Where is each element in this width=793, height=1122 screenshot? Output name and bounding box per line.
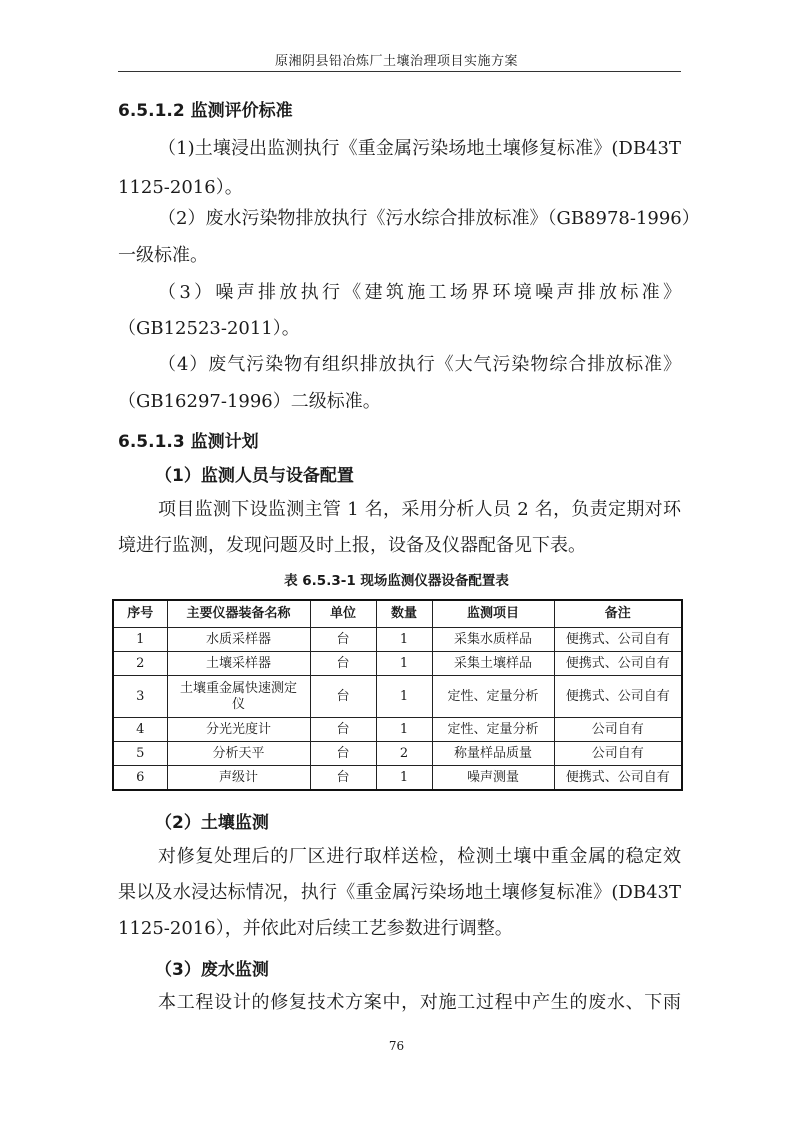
- table-cell: 定性、定量分析: [432, 676, 554, 718]
- table-cell: 声级计: [167, 766, 310, 791]
- equipment-table: [112, 599, 683, 791]
- table-row: [113, 718, 682, 742]
- wastewater-paragraph-line1: 本工程设计的修复技术方案中，对施工过程中产生的废水、下雨: [158, 992, 681, 1013]
- page-number: 76: [388, 1039, 405, 1053]
- table-cell: 称量样品质量: [432, 742, 554, 766]
- soil-paragraph-line2: 果以及水浸达标情况，执行《重金属污染场地土壤修复标准》(DB43T: [118, 882, 681, 903]
- table-cell: 1: [376, 676, 432, 718]
- table-cell: 4: [113, 718, 167, 742]
- table-header-row: [113, 600, 682, 628]
- table-cell: 公司自有: [554, 742, 682, 766]
- standard-item-2-line1: （2）废水污染物排放执行《污水综合排放标准》（GB8978-1996）: [158, 208, 700, 229]
- table-cell: 采集水质样品: [432, 628, 554, 652]
- table-cell: 1: [376, 766, 432, 791]
- table-cell: 采集土壤样品: [432, 652, 554, 676]
- table-cell: 便携式、公司自有: [554, 652, 682, 676]
- table-cell: 5: [113, 742, 167, 766]
- column-header: 备注: [554, 600, 682, 628]
- table-cell: 1: [113, 628, 167, 652]
- standard-item-3-line2: （GB12523-2011）。: [118, 318, 300, 339]
- table-cell: 土壤采样器: [167, 652, 310, 676]
- table-cell: 台: [310, 766, 376, 791]
- table-row: [113, 742, 682, 766]
- table-row: [113, 766, 682, 791]
- table-cell: 定性、定量分析: [432, 718, 554, 742]
- table-cell: 水质采样器: [167, 628, 310, 652]
- subheading-soil-monitoring: （2）土壤监测: [155, 813, 269, 833]
- table-cell: 分光光度计: [167, 718, 310, 742]
- table-cell: 台: [310, 628, 376, 652]
- table-cell: 6: [113, 766, 167, 791]
- table-cell: 土壤重金属快速测定仪: [167, 676, 310, 718]
- table-cell: 1: [376, 718, 432, 742]
- column-header: 监测项目: [432, 600, 554, 628]
- soil-paragraph-line1: 对修复处理后的厂区进行取样送检，检测土壤中重金属的稳定效: [158, 846, 681, 867]
- standard-item-1-line1: （1)土壤浸出监测执行《重金属污染场地土壤修复标准》(DB43T: [158, 138, 681, 159]
- soil-paragraph-line3: 1125-2016），并依此对后续工艺参数进行调整。: [118, 918, 513, 939]
- table-cell: 公司自有: [554, 718, 682, 742]
- table-cell: 台: [310, 742, 376, 766]
- standard-item-4-line1: （4）废气污染物有组织排放执行《大气污染物综合排放标准》: [158, 354, 681, 375]
- table-cell: 便携式、公司自有: [554, 766, 682, 791]
- table-cell: 1: [376, 628, 432, 652]
- staff-paragraph-line1: 项目监测下设监测主管 1 名，采用分析人员 2 名，负责定期对环: [158, 499, 681, 520]
- table-cell: 2: [376, 742, 432, 766]
- staff-paragraph-line2: 境进行监测，发现问题及时上报，设备及仪器配备见下表。: [118, 535, 586, 556]
- column-header: 序号: [113, 600, 167, 628]
- column-header: 主要仪器装备名称: [167, 600, 310, 628]
- standard-item-3-line1: （3）噪声排放执行《建筑施工场界环境噪声排放标准》: [158, 282, 681, 303]
- table-cell: 台: [310, 676, 376, 718]
- table-cell: 噪声测量: [432, 766, 554, 791]
- standard-item-4-line2: （GB16297-1996）二级标准。: [118, 391, 381, 412]
- section-heading-monitoring-plan: 6.5.1.3 监测计划: [118, 432, 259, 452]
- table-row: [113, 676, 682, 718]
- table-row: [113, 628, 682, 652]
- table-cell: 2: [113, 652, 167, 676]
- column-header: 数量: [376, 600, 432, 628]
- page-header-title: 原湘阴县铅冶炼厂土壤治理项目实施方案: [274, 54, 518, 69]
- table-cell: 1: [376, 652, 432, 676]
- table-cell: 3: [113, 676, 167, 718]
- column-header: 单位: [310, 600, 376, 628]
- table-cell: 便携式、公司自有: [554, 676, 682, 718]
- table-cell: 分析天平: [167, 742, 310, 766]
- table-cell: 台: [310, 718, 376, 742]
- table-cell: 台: [310, 652, 376, 676]
- table-row: [113, 652, 682, 676]
- table-caption: 表 6.5.3-1 现场监测仪器设备配置表: [284, 573, 509, 589]
- section-heading-eval-standard: 6.5.1.2 监测评价标准: [118, 101, 293, 121]
- standard-item-1-line2: 1125-2016）。: [118, 177, 243, 198]
- subheading-wastewater-monitoring: （3）废水监测: [155, 960, 269, 980]
- subheading-staff-equipment: （1）监测人员与设备配置: [155, 466, 354, 486]
- table-cell: 便携式、公司自有: [554, 628, 682, 652]
- header-rule: [118, 71, 681, 72]
- standard-item-2-line2: 一级标准。: [118, 245, 208, 266]
